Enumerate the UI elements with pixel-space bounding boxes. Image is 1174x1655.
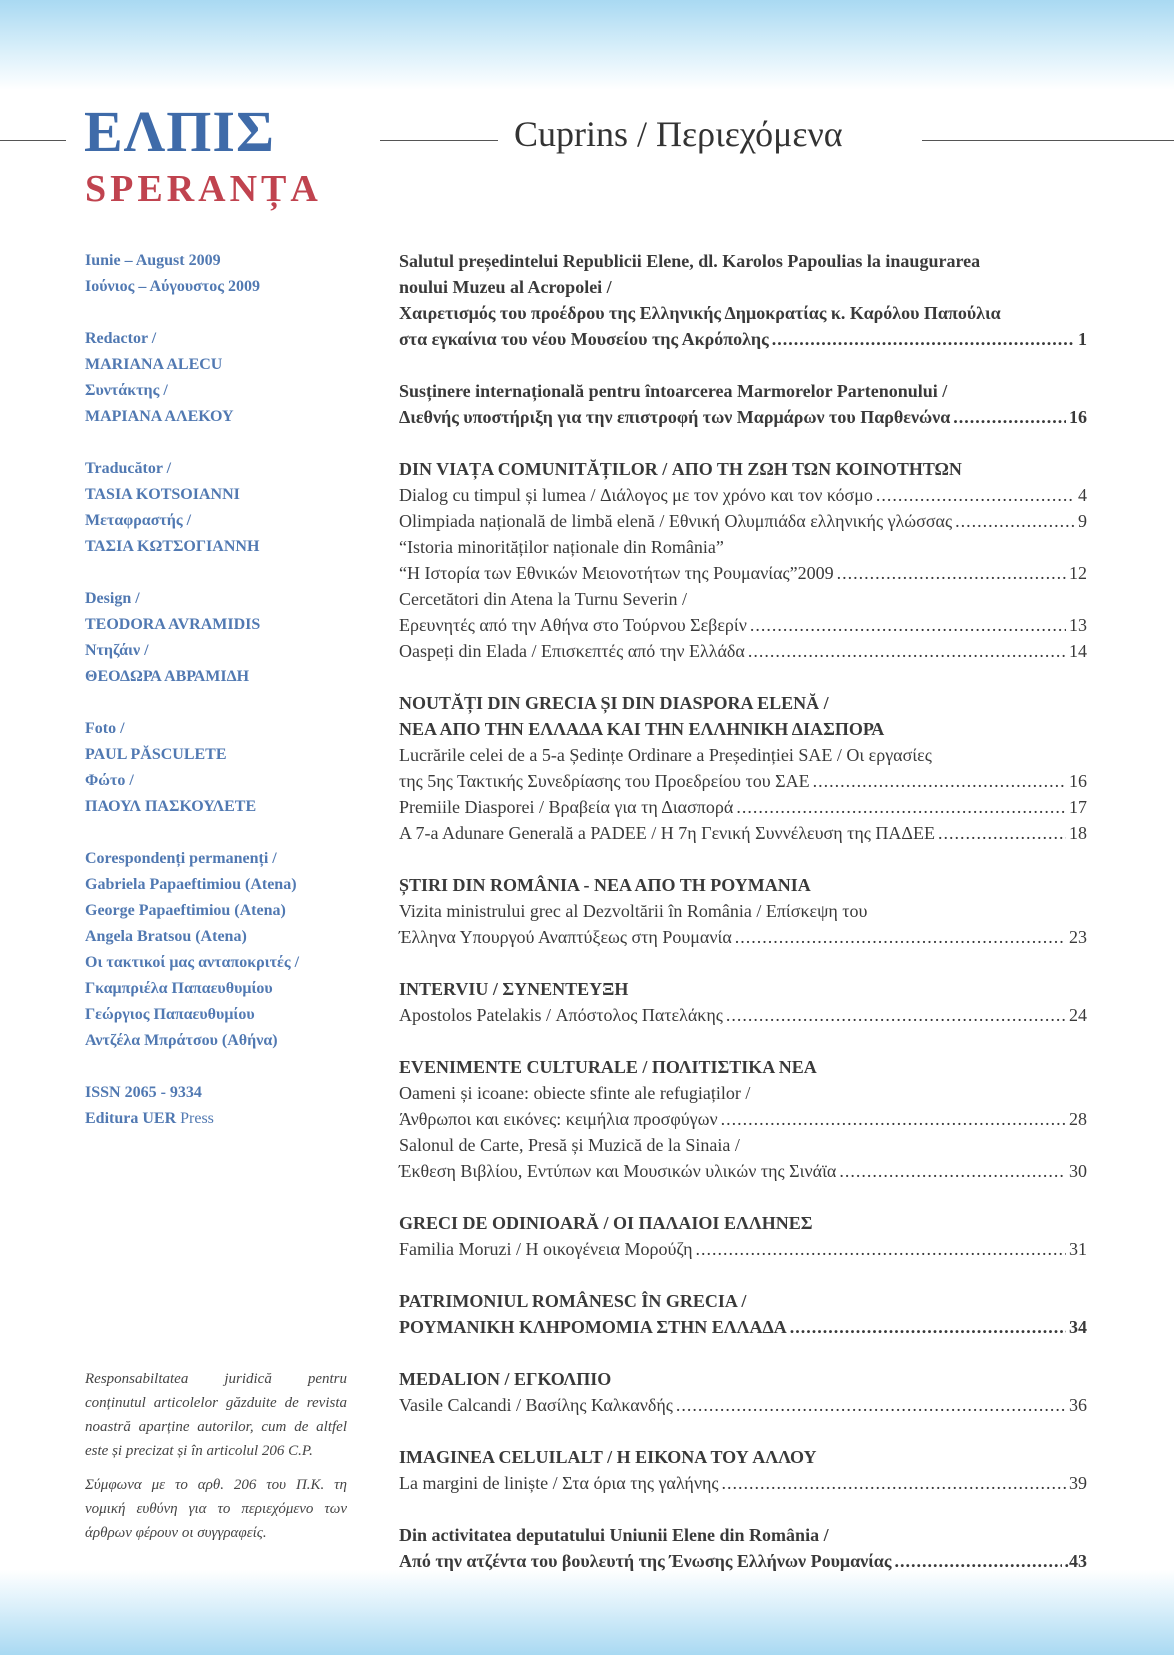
toc-page-number: 24 — [1069, 1005, 1087, 1025]
toc-section — [399, 1522, 1087, 1574]
toc-page-number: 4 — [1078, 485, 1087, 505]
toc-section — [399, 248, 1087, 352]
toc-entry — [399, 326, 1087, 352]
credits-line: Αντζέλα Μπράτσου (Αθήνα) — [85, 1032, 278, 1049]
toc-page-number: 12 — [1069, 563, 1087, 583]
credits-line: ΘΕΟΔΩΡΑ ΑΒΡΑΜΙΔΗ — [85, 668, 250, 685]
toc-section — [399, 1444, 1087, 1496]
header-rule-right — [922, 140, 1174, 141]
toc-entry — [399, 482, 1087, 508]
toc-section — [399, 690, 1087, 846]
credits-line: ΜΑΡΙΑΝΑ ΑΛΕΚΟΥ — [85, 408, 234, 425]
toc-entry — [399, 404, 1087, 430]
dot-leader — [772, 326, 1075, 352]
toc-entry-title: Apostolos Patelakis / Απόστολος Πατελάκης — [399, 1005, 723, 1025]
toc-heading-line — [399, 716, 1087, 742]
credits-line: Foto / — [85, 720, 125, 737]
dot-leader — [876, 482, 1075, 508]
toc-entry-title: Premiile Diasporei / Βραβεία για τη Διασπορά — [399, 797, 734, 817]
toc-entry-title: Ερευνητές από την Αθήνα στο Τούρνου Σεβερίν — [399, 615, 747, 635]
toc-entry-title: Lucrările celei de a 5-a Ședințe Ordinare a Președinției SAE / Οι εργασίες — [399, 745, 932, 765]
credits-block — [85, 326, 355, 430]
dot-leader — [750, 612, 1066, 638]
header-rule-middle — [380, 140, 498, 141]
toc-heading-line — [399, 690, 1087, 716]
toc-entry-title: Έλληνα Υπουργού Αναπτύξεως στη Ρουμανία — [399, 927, 732, 947]
credits-line: Οι τακτικοί μας ανταποκριτές / — [85, 954, 300, 971]
toc-heading-line — [399, 300, 1087, 326]
toc-page-number: 1 — [1078, 329, 1087, 349]
toc-entry-title: Familia Moruzi / Η οικογένεια Μορούζη — [399, 1239, 693, 1259]
toc-entry — [399, 1002, 1087, 1028]
toc-heading-line — [399, 274, 1087, 300]
toc-heading-line — [399, 534, 1087, 560]
toc-section — [399, 456, 1087, 664]
credits-line: Γκαμπριέλα Παπαευθυμίου — [85, 980, 273, 997]
toc-entry-title: MEDALION / ΕΓΚΟΛΠΙΟ — [399, 1369, 612, 1389]
toc-entry — [399, 560, 1087, 586]
toc-entry-title: Άνθρωποι και εικόνες: κειμήλια προσφύγων — [399, 1109, 718, 1129]
toc-entry — [399, 1392, 1087, 1418]
toc-page-number: 31 — [1069, 1239, 1087, 1259]
credits-line: TEODORA AVRAMIDIS — [85, 616, 261, 633]
dot-leader — [736, 794, 1066, 820]
toc-page-number: 16 — [1069, 771, 1087, 791]
toc-heading-line — [399, 1288, 1087, 1314]
toc-entry-title: Έκθεση Βιβλίου, Εντύπων και Μουσικών υλικών της Σινάϊα — [399, 1161, 837, 1181]
toc-entry-title: La margini de liniște / Στα όρια της γαλήνης — [399, 1473, 719, 1493]
dot-leader — [837, 560, 1066, 586]
toc-entry-title: Από την ατζέντα του βουλευτή της Ένωσης Ελλήνων Ρουμανίας — [399, 1551, 892, 1571]
credits-sidebar — [85, 248, 355, 1132]
toc-entry-title: NOUTĂȚI DIN GRECIA ȘI DIN DIASPORA ELENĂ / — [399, 693, 829, 713]
toc-section — [399, 976, 1087, 1028]
toc-page-number: 14 — [1069, 641, 1087, 661]
toc-entry-title: ȘTIRI DIN ROMÂNIA - ΝΕΑ ΑΠΟ ΤΗ ΡΟΥΜΑΝΙΑ — [399, 875, 811, 895]
table-of-contents — [399, 248, 1087, 1600]
credits-line: Συντάκτης / — [85, 382, 168, 399]
toc-section — [399, 378, 1087, 430]
toc-heading-line — [399, 1366, 1087, 1392]
toc-entry-title: Διεθνής υποστήριξη για την επιστροφή των Μαρμάρων του Παρθενώνα — [399, 407, 951, 427]
toc-entry — [399, 924, 1087, 950]
toc-entry-title: Vasile Calcandi / Βασίλης Καλκανδής — [399, 1395, 673, 1415]
toc-entry — [399, 612, 1087, 638]
credits-line: Μεταφραστής / — [85, 512, 192, 529]
toc-section — [399, 1288, 1087, 1340]
dot-leader — [953, 404, 1066, 430]
toc-entry — [399, 1106, 1087, 1132]
toc-page-number: 36 — [1069, 1395, 1087, 1415]
credits-block — [85, 248, 355, 300]
toc-heading-line — [399, 1054, 1087, 1080]
toc-entry-title: Χαιρετισμός του προέδρου της Ελληνικής Δημοκρατίας κ. Καρόλου Παπούλια — [399, 303, 1001, 323]
credits-blocks — [85, 248, 355, 1106]
dot-leader — [790, 1314, 1066, 1340]
toc-entry — [399, 1548, 1087, 1574]
toc-entry-title: “Istoria minorităților naționale din România” — [399, 537, 724, 557]
toc-entry-title: Salonul de Carte, Presă și Muzică de la Sinaia / — [399, 1135, 740, 1155]
page-title: Cuprins / Περιεχόμενα — [514, 114, 843, 154]
toc-entry-title: GRECI DE ODINIOARĂ / ΟΙ ΠΑΛΑΙΟΙ ΕΛΛΗΝΕΣ — [399, 1213, 813, 1233]
header-rule-left — [0, 140, 66, 141]
dot-leader — [722, 1470, 1066, 1496]
toc-section — [399, 1054, 1087, 1184]
toc-page-number: 28 — [1069, 1109, 1087, 1129]
credits-line: Traducător / — [85, 460, 172, 477]
toc-entry-title: Din activitatea deputatului Uniunii Elene din România / — [399, 1525, 829, 1545]
toc-entry-title: Vizita ministrului grec al Dezvoltării în România / Επίσκεψη του — [399, 901, 868, 921]
toc-page-number: 39 — [1069, 1473, 1087, 1493]
toc-entry-title: Dialog cu timpul și lumea / Διάλογος με τον χρόνο και τον κόσμο — [399, 485, 873, 505]
toc-entry-title: στα εγκαίνια του νέου Μουσείου της Ακρόπολης — [399, 329, 769, 349]
toc-heading-line — [399, 976, 1087, 1002]
dot-leader — [955, 508, 1075, 534]
toc-entry-title: Olimpiada națională de limbă elenă / Εθνική Ολυμπιάδα ελληνικής γλώσσας — [399, 511, 953, 531]
toc-heading-line — [399, 456, 1087, 482]
toc-entry-title: A 7-a Adunare Generală a PADEE / Η 7η Γενική Συννέλευση της ΠΑΔΕΕ — [399, 823, 935, 843]
publisher-suffix: Press — [176, 1110, 214, 1127]
toc-entry-title: DIN VIAȚA COMUNITĂȚILOR / ΑΠΟ ΤΗ ΖΩΗ ΤΩΝ ΚΟΙΝΟΤΗΤΩΝ — [399, 459, 962, 479]
toc-entry-title: Oameni și icoane: obiecte sfinte ale refugiaților / — [399, 1083, 751, 1103]
toc-entry-title: Salutul președintelui Republicii Elene, dl. Karolos Papoulias la inaugurarea — [399, 251, 981, 271]
toc-page-number: 16 — [1069, 407, 1087, 427]
toc-entry — [399, 1158, 1087, 1184]
credits-line: PAUL PĂSCULETE — [85, 746, 227, 763]
toc-heading-line — [399, 1080, 1087, 1106]
credits-line: Γεώργιος Παπαευθυμίου — [85, 1006, 255, 1023]
toc-entry-title: “Η Ιστορία των Εθνικών Μειονοτήτων της Ρουμανίας”2009 — [399, 563, 834, 583]
toc-page-number: 23 — [1069, 927, 1087, 947]
disclaimer-romanian: Responsabiltatea juridică pentru conținutul articolelor găzduite de revista noastră aparține autorilor, cum de altfel este și precizat și în articolul 206 C.P. — [85, 1371, 347, 1459]
dot-leader — [894, 1548, 1061, 1574]
credits-line: Iunie – August 2009 — [85, 252, 221, 269]
toc-heading-line — [399, 248, 1087, 274]
publisher — [85, 1106, 355, 1132]
toc-section — [399, 872, 1087, 950]
publisher-label: Editura UER — [85, 1110, 177, 1127]
dot-leader — [748, 638, 1066, 664]
credits-block — [85, 846, 355, 1054]
dot-leader — [839, 1158, 1066, 1184]
toc-heading-line — [399, 872, 1087, 898]
toc-entry — [399, 638, 1087, 664]
credits-line: Design / — [85, 590, 140, 607]
toc-section — [399, 1210, 1087, 1262]
credits-line: Ντηζάιν / — [85, 642, 149, 659]
top-gradient-band — [0, 0, 1174, 90]
toc-heading-line — [399, 586, 1087, 612]
credits-line: Ιούνιος – Αύγουστος 2009 — [85, 278, 260, 295]
toc-entry-title: ΡΟΥΜΑΝΙΚΗ ΚΛΗΡΟΜΟΜΙΑ ΣΤΗΝ ΕΛΛΑΔΑ — [399, 1317, 787, 1337]
credits-line: Angela Bratsou (Atena) — [85, 928, 247, 945]
credits-line: Gabriela Papaeftimiou (Atena) — [85, 876, 297, 893]
credits-line: TASIA KOTSOIANNI — [85, 486, 240, 503]
toc-heading-line — [399, 378, 1087, 404]
toc-entry — [399, 1470, 1087, 1496]
credits-line: George Papaeftimiou (Atena) — [85, 902, 286, 919]
dot-leader — [938, 820, 1066, 846]
toc-heading-line — [399, 1210, 1087, 1236]
credits-block — [85, 716, 355, 820]
toc-entry-title: INTERVIU / ΣΥΝΕΝΤΕΥΞΗ — [399, 979, 629, 999]
credits-block — [85, 456, 355, 560]
toc-entry — [399, 768, 1087, 794]
toc-entry — [399, 1314, 1087, 1340]
credits-block — [85, 586, 355, 690]
toc-heading-line — [399, 1132, 1087, 1158]
credits-line: ΤΑΣΙΑ ΚΩΤΣΟΓΙΑΝΝΗ — [85, 538, 260, 555]
toc-page-number: 34 — [1069, 1317, 1087, 1337]
toc-heading-line — [399, 1444, 1087, 1470]
credits-line: ISSN 2065 - 9334 — [85, 1084, 202, 1101]
toc-entry-title: PATRIMONIUL ROMÂNESC ÎN GRECIA / — [399, 1291, 747, 1311]
toc-entry-title: Susținere internațională pentru întoarcerea Marmorelor Partenonului / — [399, 381, 948, 401]
toc-page-number: 13 — [1069, 615, 1087, 635]
toc-entry — [399, 1236, 1087, 1262]
toc-entry-title: της 5ης Τακτικής Συνεδρίασης του Προεδρείου του ΣΑΕ — [399, 771, 810, 791]
toc-entry — [399, 794, 1087, 820]
dot-leader — [735, 924, 1066, 950]
toc-page-number: 30 — [1069, 1161, 1087, 1181]
credits-line: MARIANA ALECU — [85, 356, 223, 373]
dot-leader — [726, 1002, 1066, 1028]
toc-heading-line — [399, 1522, 1087, 1548]
masthead-romanian: SPERANȚA — [85, 168, 322, 210]
credits-block — [85, 1080, 355, 1106]
dot-leader — [813, 768, 1066, 794]
toc-page-number: 18 — [1069, 823, 1087, 843]
credits-line: Φώτο / — [85, 772, 134, 789]
dot-leader — [676, 1392, 1066, 1418]
toc-entry-title: noului Muzeu al Acropolei / — [399, 277, 612, 297]
toc-page-number: 17 — [1069, 797, 1087, 817]
toc-section — [399, 1366, 1087, 1418]
toc-entry — [399, 820, 1087, 846]
disclaimer-greek: Σύμφωνα με το αρθ. 206 του Π.Κ. τη νομική ευθύνη για το περιεχόμενο των άρθρων φέρουν οι συγγραφείς. — [85, 1477, 347, 1541]
toc-page-number: 9 — [1078, 511, 1087, 531]
toc-page-number: .43 — [1064, 1551, 1087, 1571]
credits-line: Corespondenți permanenți / — [85, 850, 277, 867]
toc-entry-title: Cercetători din Atena la Turnu Severin / — [399, 589, 687, 609]
credits-line: Redactor / — [85, 330, 157, 347]
legal-disclaimer — [85, 1367, 347, 1555]
toc-entry-title: IMAGINEA CELUILALT / Η ΕΙΚΟΝΑ ΤΟΥ ΑΛΛΟΥ — [399, 1447, 817, 1467]
toc-entry — [399, 508, 1087, 534]
credits-line: ΠΑΟΥΛ ΠΑΣΚΟΥΛΕΤΕ — [85, 798, 257, 815]
toc-entry-title: ΝΕΑ ΑΠΟ ΤΗΝ ΕΛΛΑΔΑ ΚΑΙ ΤΗΝ ΕΛΛΗΝΙΚΗ ΔΙΑΣΠΟΡΑ — [399, 719, 885, 739]
dot-leader — [721, 1106, 1066, 1132]
toc-entry-title: EVENIMENTE CULTURALE / ΠΟΛΙΤΙΣΤΙΚΑ ΝΕΑ — [399, 1057, 817, 1077]
toc-heading-line — [399, 742, 1087, 768]
masthead-greek: ΕΛΠΙΣ — [84, 99, 275, 164]
dot-leader — [696, 1236, 1066, 1262]
toc-entry-title: Oaspeți din Elada / Επισκεπτές από την Ελλάδα — [399, 641, 745, 661]
toc-heading-line — [399, 898, 1087, 924]
